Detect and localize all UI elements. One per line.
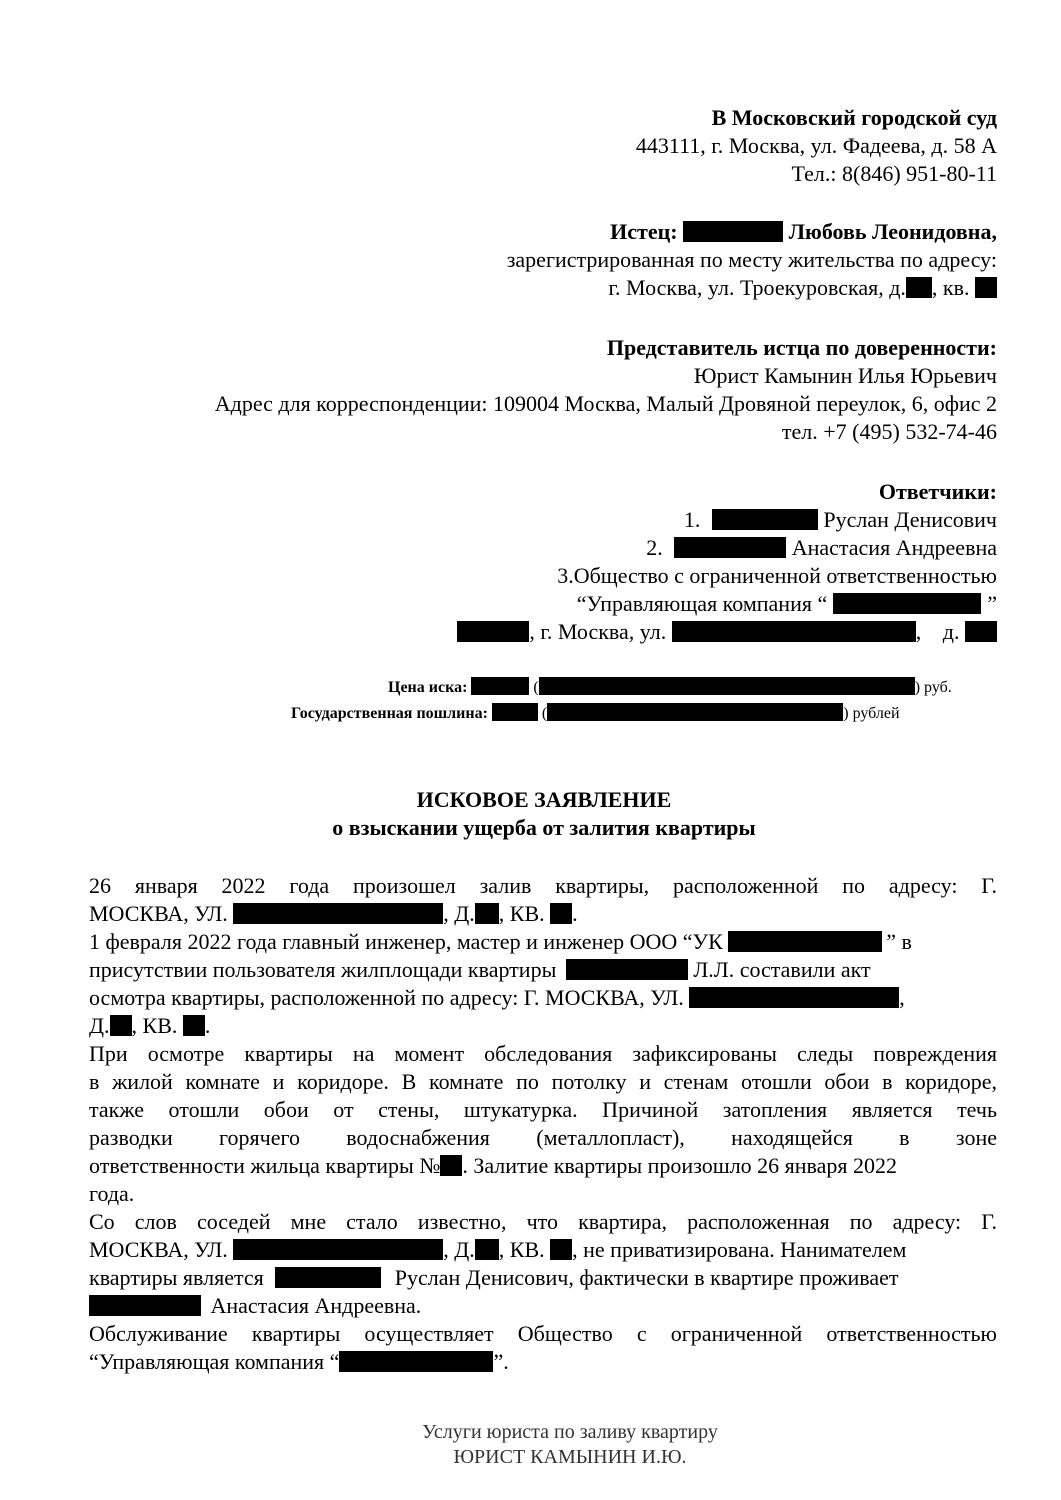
state-duty-line — [291, 701, 900, 727]
body-line-15 — [89, 1264, 899, 1292]
footer-lawyer: ЮРИСТ КАМЫНИН И.Ю. — [453, 1446, 687, 1468]
body-text: , Д. — [443, 1237, 475, 1262]
body-line-16 — [89, 1292, 421, 1320]
body-text: ”. — [493, 1349, 509, 1374]
redaction-block — [233, 1239, 443, 1260]
body-line-3 — [89, 928, 912, 956]
redaction-block — [539, 677, 915, 695]
redaction-block — [728, 931, 882, 952]
defendant-3-line1: 3.Общество с ограниченной ответственностью — [557, 563, 997, 588]
body-text: МОСКВА, УЛ. — [89, 901, 228, 926]
body-text: , КВ. — [498, 1237, 545, 1262]
body-text: МОСКВА, УЛ. — [89, 1237, 228, 1262]
defendant-3-company-suffix: ” — [987, 591, 997, 616]
plaintiff-address-prefix: г. Москва, ул. Троекуровская, д. — [608, 275, 906, 300]
body-line-8: в жилой комнате и коридоре. В комнате по потолку и стенам отошли обои в коридоре, — [89, 1069, 997, 1094]
body-line-18 — [89, 1348, 509, 1376]
redaction-block — [712, 509, 818, 530]
redaction-block — [233, 903, 443, 924]
state-duty-paren: ( — [541, 705, 548, 722]
body-line-7: При осмотре квартиры на момент обследования зафиксированы следы повреждения — [89, 1041, 997, 1066]
redaction-block — [674, 537, 786, 558]
claim-price-paren: ( — [533, 679, 539, 696]
representative-label: Представитель истца по доверенности: — [606, 335, 997, 360]
redaction-block — [475, 1239, 499, 1260]
defendant-3-company-prefix: “Управляющая компания “ — [576, 591, 828, 616]
court-name: В Московский городской суд — [711, 105, 997, 130]
body-line-10: разводки горячего водоснабжения (металлопласт), находящейся в зоне — [89, 1125, 997, 1150]
body-line-11 — [89, 1152, 897, 1180]
representative-address: Адрес для корреспонденции: 109004 Москва, Малый Дровяной переулок, 6, офис 2 — [214, 391, 997, 416]
body-text: Анастасия Андреевна. — [210, 1293, 422, 1318]
body-text: . Залитие квартиры произошло 26 января 2022 — [462, 1153, 898, 1178]
redaction-block — [672, 621, 916, 642]
defendant-1-number: 1. — [683, 507, 701, 532]
body-text: ” в — [886, 929, 912, 954]
body-text: . — [572, 901, 578, 926]
document-subtitle: о взыскании ущерба от залития квартиры — [332, 815, 756, 840]
body-text: ответственности жильца квартиры № — [89, 1153, 441, 1178]
defendant-2-number: 2. — [646, 535, 663, 560]
redaction-block — [975, 277, 997, 298]
body-line-9: также отошли обои от стены, штукатурка. Причиной затопления является течь — [89, 1097, 997, 1122]
redaction-block — [440, 1155, 462, 1176]
plaintiff-line — [610, 218, 997, 246]
body-line-13: Со слов соседей мне стало известно, что квартира, расположенная по адресу: Г. — [89, 1209, 997, 1234]
body-text: присутствии пользователя жилплощади квартиры — [89, 957, 557, 982]
state-duty-suffix: ) рублей — [843, 705, 900, 722]
redaction-block — [566, 959, 688, 980]
defendant-2-name: Анастасия Андреевна — [791, 535, 997, 560]
claim-price-label: Цена иска: — [388, 679, 468, 696]
plaintiff-address-apt: , кв. — [931, 275, 970, 300]
body-line-1: 26 января 2022 года произошел залив квартиры, расположенной по адресу: Г. — [89, 873, 997, 898]
document-title: ИСКОВОЕ ЗАЯВЛЕНИЕ — [416, 787, 672, 812]
body-text: Л.Л. составили акт — [693, 957, 871, 982]
body-line-12: года. — [89, 1181, 135, 1206]
redaction-block — [906, 277, 932, 298]
redaction-block — [550, 1239, 572, 1260]
body-line-17: Обслуживание квартиры осуществляет Общество с ограниченной ответственностью — [89, 1321, 997, 1346]
body-text: , Д. — [443, 901, 475, 926]
representative-name: Юрист Камынин Илья Юрьевич — [693, 363, 997, 388]
redaction-block — [492, 703, 538, 721]
plaintiff-name: Любовь Леонидовна, — [788, 219, 997, 244]
defendant-3-comma: , — [915, 619, 922, 644]
redaction-block — [683, 221, 783, 242]
defendant-1 — [684, 506, 997, 534]
plaintiff-reg-text: зарегистрированная по месту жительства по адресу: — [506, 247, 997, 272]
redaction-block — [457, 621, 529, 642]
defendant-3-house: д. — [942, 619, 960, 644]
representative-phone: тел. +7 (495) 532-74-46 — [781, 419, 997, 444]
defendants-label: Ответчики: — [878, 479, 997, 504]
defendant-3-city: , г. Москва, ул. — [529, 619, 667, 644]
redaction-block — [689, 987, 899, 1008]
body-text: Руслан Денисович, фактически в квартире проживает — [394, 1265, 899, 1290]
redaction-block — [475, 903, 499, 924]
redaction-block — [183, 1015, 205, 1036]
defendant-3-line2 — [577, 590, 997, 618]
plaintiff-address — [609, 274, 997, 302]
defendant-3-line3 — [457, 618, 997, 646]
redaction-block — [965, 621, 997, 642]
body-text: , КВ. — [498, 901, 545, 926]
redaction-block — [339, 1351, 493, 1372]
body-text: , — [899, 985, 905, 1010]
redaction-block — [89, 1295, 201, 1316]
body-text: осмотра квартиры, расположенной по адресу: Г. МОСКВА, УЛ. — [89, 985, 684, 1010]
redaction-block — [547, 703, 843, 721]
plaintiff-label: Истец: — [610, 219, 678, 244]
claim-price-line — [388, 675, 952, 701]
body-line-14 — [89, 1236, 906, 1264]
redaction-block — [110, 1015, 132, 1036]
claim-price-suffix: ) руб. — [914, 679, 952, 696]
body-text: 1 февраля 2022 года главный инженер, мастер и инженер ООО “УК — [89, 929, 723, 954]
body-line-5 — [89, 984, 905, 1012]
state-duty-label: Государственная пошлина: — [291, 705, 488, 722]
defendant-1-name: Руслан Денисович — [823, 507, 997, 532]
defendant-2 — [646, 534, 997, 562]
footer-services: Услуги юриста по заливу квартиру — [422, 1421, 718, 1443]
body-text: Д. — [89, 1013, 110, 1038]
body-text: , КВ. — [131, 1013, 178, 1038]
court-phone: Тел.: 8(846) 951-80-11 — [791, 161, 997, 186]
body-line-2 — [89, 900, 578, 928]
redaction-block — [275, 1267, 381, 1288]
redaction-block — [550, 903, 572, 924]
redaction-block — [833, 593, 981, 614]
body-text: , не приватизирована. Нанимателем — [572, 1237, 907, 1262]
court-address: 443111, г. Москва, ул. Фадеева, д. 58 А — [635, 133, 997, 158]
body-text: . — [204, 1013, 211, 1038]
body-line-6 — [89, 1012, 210, 1040]
body-line-4 — [89, 956, 871, 984]
body-text: “Управляющая компания “ — [89, 1349, 340, 1374]
redaction-block — [471, 677, 529, 695]
body-text: квартиры является — [89, 1265, 264, 1290]
